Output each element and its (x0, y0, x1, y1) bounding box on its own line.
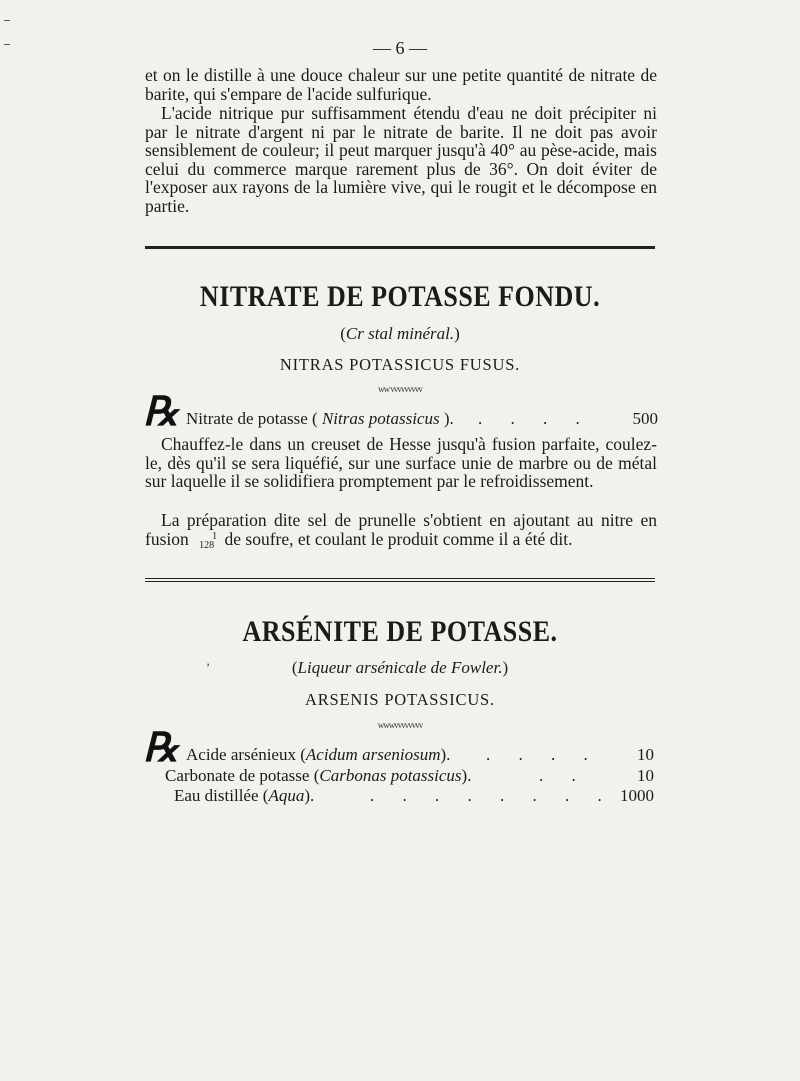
latin-name: ARSENIS POTASSICUS. (305, 690, 495, 709)
ingredient-line (186, 409, 658, 429)
latin-name: NITRAS POTASSICUS FUSUS. (279, 355, 521, 374)
ornament: wwwvvvvvvvv (377, 720, 423, 730)
intro-paragraph-1: et on le distille à une douce chaleur sur une petite quantité de nitrate de barite, qui s'empare de l'acide sulfurique. (145, 65, 657, 104)
section-synonym: (Liqueur arsénicale de Fowler.) (291, 658, 509, 677)
ingredient-name: Nitrate de potasse ( Nitras potassicus ). (186, 409, 454, 428)
synonym-text: Cr stal minéral. (345, 324, 455, 343)
synonym-text: Liqueur arsénicale de Fowler. (297, 658, 503, 677)
ornament: ww vvvvvvvvv (378, 384, 422, 394)
recipe-icon: ℞ (143, 389, 179, 434)
section-synonym: (Cr stal minéral.) (340, 324, 460, 343)
prunelle-paragraph: La préparation dite sel de prunelle s'obtient en ajoutant au nitre en fusion 1 128 de soufre, et coulant le produit comme il a été dit. (145, 510, 657, 551)
ingredient-line (174, 786, 654, 806)
ingredient-name: Acide arsénieux (Acidum arseniosum). (186, 745, 451, 764)
ink-blot: ʼ (205, 660, 210, 675)
leader-dots: . . . . (486, 745, 600, 764)
ingredient-name: Carbonate de potasse (Carbonas potassicus). (165, 766, 472, 785)
leader-dots: . . . . (478, 409, 592, 428)
instruction-paragraph: Chauffez-le dans un creuset de Hesse jusqu'à fusion parfaite, coulez-le, dès qu'il se sera liquéfié, sur une surface unie de marbre ou de métal sur laquelle il se solidifiera promptement par le refroidissement. (145, 434, 657, 492)
section-title: ARSÉNITE DE POTASSE. (242, 615, 558, 648)
fraction: 1 128 (199, 530, 218, 551)
recipe-icon: ℞ (143, 725, 179, 770)
ingredient-line (186, 745, 654, 765)
ingredient-line (165, 766, 654, 786)
ingredient-quantity: 10 (637, 745, 654, 764)
ingredient-quantity: 10 (637, 766, 654, 785)
ingredient-quantity: 1000 (620, 786, 654, 805)
section-title: NITRATE DE POTASSE FONDU. (199, 280, 601, 313)
margin-mark (4, 20, 10, 21)
leader-dots: . . . . . . . . (370, 786, 614, 805)
section-divider (145, 246, 655, 249)
section-divider (145, 578, 655, 579)
intro-paragraph-2: L'acide nitrique pur suffisamment étendu d'eau ne doit précipiter ni par le nitrate d'argent ni par le nitrate de barite. Il ne doit pas avoir sensiblement de couleur; il peut marquer jusqu'à 40° au pèse-acide, mais celui du commerce marque rarement plus de 36°. On doit éviter de l'exposer aux rayons de la lumière vive, qui le rougit et le décompose en partie. (145, 103, 657, 216)
page-number: — 6 — (373, 38, 427, 58)
ingredient-quantity: 500 (632, 409, 658, 428)
leader-dots: . . (539, 766, 588, 785)
ingredient-name: Eau distillée (Aqua). (174, 786, 315, 805)
